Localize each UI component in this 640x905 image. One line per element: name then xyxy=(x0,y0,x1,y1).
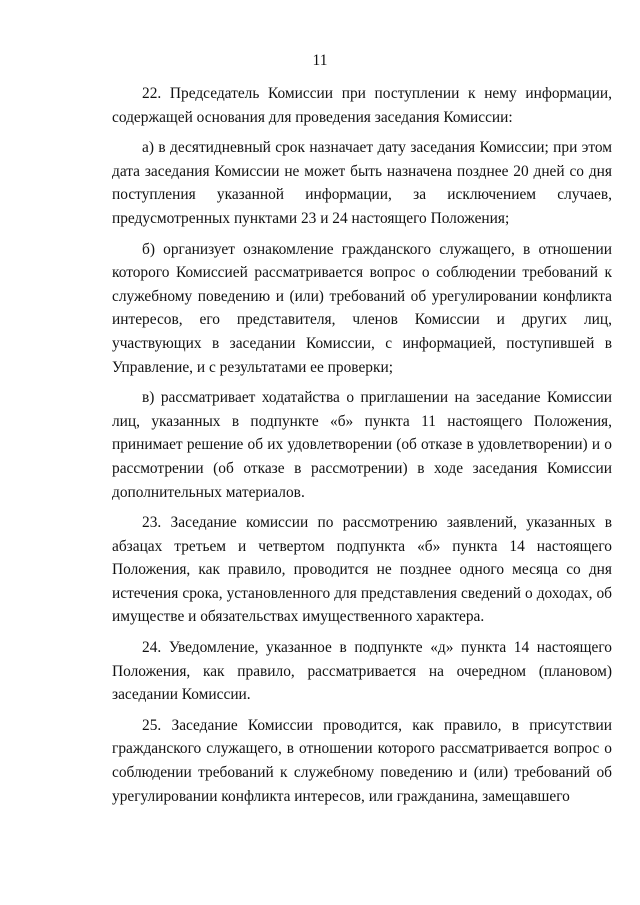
page-number: 11 xyxy=(312,52,328,69)
paragraph-24: 24. Уведомление, указанное в подпункте «д» пункта 14 настоящего Положения, как правило, рассматривается на очередном (плановом) заседании Комиссии. xyxy=(112,639,612,704)
paragraph-22-b: б) организует ознакомление гражданского служащего, в отношении которого Комиссией рассматривается вопрос о соблюдении требований к служебному поведению и (или) требований об урегулировании конфликта интересов, его представителя, членов Комиссии и других лиц, участвующих в заседании Комиссии, с информацией, поступившей в Управление, и с результатами ее проверки; xyxy=(112,240,612,376)
paragraph-22-v: в) рассматривает ходатайства о приглашении на заседание Комиссии лиц, указанных в подпункте «б» пункта 11 настоящего Положения, принимает решение об их удовлетворении (об отказе в удовлетворении) и о рассмотрении (об отказе в рассмотрении) в ходе заседания Комиссии дополнительных материалов. xyxy=(112,389,612,501)
paragraph-23: 23. Заседание комиссии по рассмотрению заявлений, указанных в абзацах третьем и четвертом подпункта «б» пункта 14 настоящего Положения, как правило, проводится не позднее одного месяца со дня истечения срока, установленного для представления сведений о доходах, об имуществе и обязательствах имущественного характера. xyxy=(112,514,612,626)
paragraph-22-a: а) в десятидневный срок назначает дату заседания Комиссии; при этом дата заседания Комиссии не может быть назначена позднее 20 дней со дня поступления указанной информации, за исключением случаев, предусмотренных пунктами 23 и 24 настоящего Положения; xyxy=(112,139,612,227)
paragraph-22: 22. Председатель Комиссии при поступлении к нему информации, содержащей основания для проведения заседания Комиссии: xyxy=(112,85,612,126)
document-body xyxy=(112,82,612,808)
paragraph-25: 25. Заседание Комиссии проводится, как правило, в присутствии гражданского служащего, в отношении которого рассматривается вопрос о соблюдении требований к служебному поведению и (или) требований об урегулировании конфликта интересов, или гражданина, замещавшего xyxy=(112,716,612,805)
